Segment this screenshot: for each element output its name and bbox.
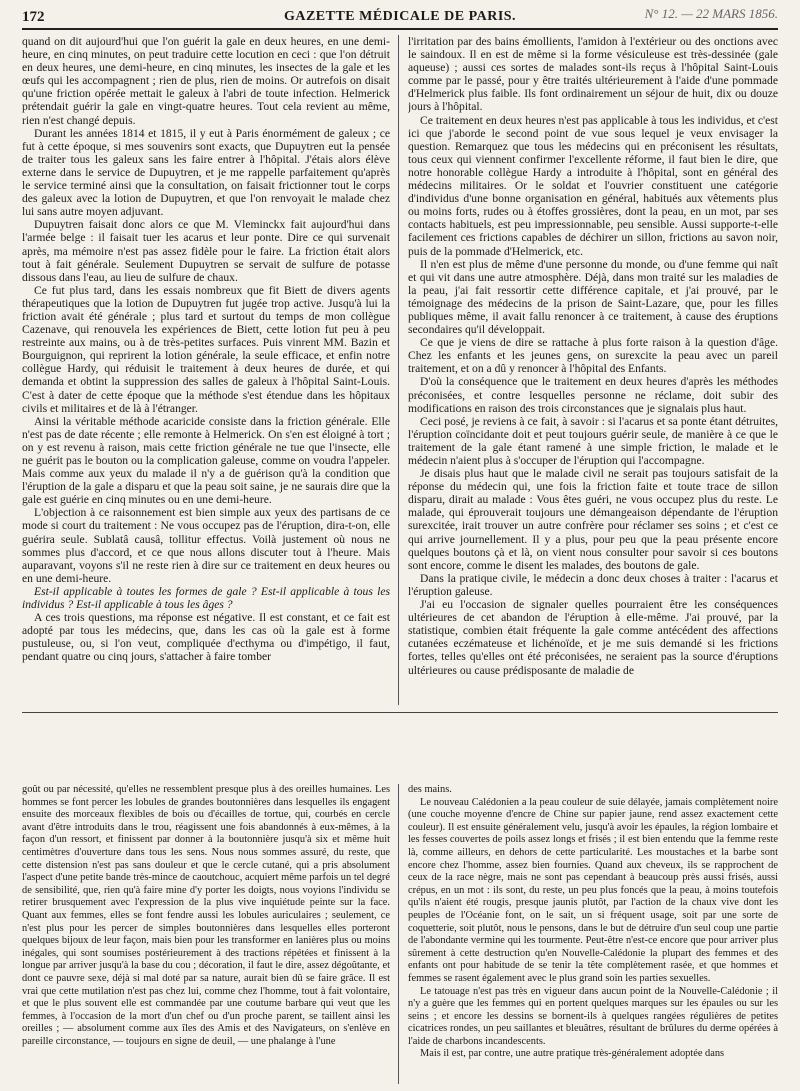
- paragraph: Durant les années 1814 et 1815, il y eut à Paris énormément de galeux ; ce fut à cette époque, si mes souvenirs sont exacts, que Dupuytren eut la pensée de traiter tous les galeux sans les faire entrer à l'hôpital. J'étais alors élève externe dans le service de Dupuytren, et je me rappelle parfaitement qu'après le service terminé ainsi que la consultation, on faisait frictionner tout le corps des galeux avec la lotion de Dupuytren, et que l'on renvoyait le malade chez lui sans autre moyen adjuvant.: [22, 126, 390, 219]
- paragraph: Dupuytren faisait donc alors ce que M. Vleminckx fait aujourd'hui dans l'armée belge : il faisait tuer les acarus et leur ponte. Dire ce qui survenait après, ma mémoire n'est pas assez fidèle pour le faire. La friction était alors tout à fait générale. Seulement Dupuytren se servait de sulfure de potasse dissous dans l'eau, au lieu de sulfure de chaux.: [22, 218, 390, 284]
- page-header: [22, 6, 778, 30]
- column-bottom-left: [22, 784, 390, 1085]
- paragraph: quand on dit aujourd'hui que l'on guérit la gale en deux heures, en une demi-heure, en cinq minutes, on peut traduire cette locution en ceci : que l'on détruit en deux heures, une demi-heure, en cinq minutes, les insectes de la gale et les œufs qui les accompagnent ; rien de plus, rien de moins. Or autrefois on disait qu'une friction opérée mettait le galeux à l'abri de toute infection. Helmerick prétendait guérir la gale en vingt-quatre heures. Tout cela revient au même, rien n'est changé depuis.: [22, 35, 390, 127]
- column-bottom-right: [408, 784, 778, 1085]
- page-number: 172: [22, 9, 45, 25]
- paragraph: Mais il est, par contre, une autre pratique très-généralement adoptée dans: [420, 1048, 725, 1060]
- library-stamp: N° 12. — 22 MARS 1856.: [644, 6, 778, 21]
- paragraph: Dans la pratique civile, le médecin a donc deux choses à traiter : l'acarus et l'éruption galeuse.: [408, 571, 778, 598]
- paragraph: Le tatouage n'est pas très en vigueur dans aucun point de la Nouvelle-Calédonie ; il n'y a guère que les femmes qui en portent quelques marques sur les épaules ou sur les seins ; et encore les dessins se bornent-ils à quelques rangées régulières de petites cicatrices rondes, un peu saillantes et bleuâtres, résultant de brûlures du derme opérées à l'aide de charbons incandescents.: [408, 985, 778, 1047]
- paragraph: goût ou par nécessité, qu'elles ne ressemblent presque plus à des oreilles humaines. Les hommes se font percer les lobules de grandes boutonnières dans lesquelles ils engagent ensuite des morceaux flexibles de bois ou d'écailles de tortue, qui, courbés en cercle avant d'être introduits dans le trou, réagissent une fois abandonnés à eux-mêmes, à la façon d'un ressort, et finissent par donner à la boutonnière jusqu'à six et même huit centimètres d'ouverture dans tous les sens. Nous nous sommes assuré, du reste, que cette distension n'est pas sans douleur et que le cercle cutané, qui a pris absolument l'aspect d'une petite bande très-mince de caoutchouc, acquiert même parfois un tel degré de sensibilité, que, rien qu'à faire mine d'y porter les doigts, nous voyions l'individu se retirer brusquement avec l'expression de la plus vive inquiétude peinte sur la face. Quant aux femmes, elles se font fendre aussi les lobules auriculaires ; seulement, ce n'est plus pour les percer de simples boutonnières dans lesquelles elles porteront quelques bijoux de leur façon, mais bien pour les transformer en lanières plus ou moins inégales, qui sont soumises postérieurement à des tractions répétées et finissent à la longue par arriver jusqu'à la base du cou ; décoration, il faut le dire, assez dégoûtante, et dont ce pauvre sexe, déjà si mal doté par sa nature, aurait bien dû se faire grâce. Il est vrai que cette mutilation n'est pas chez lui, comme chez l'homme, tout à fait volontaire, et que le plus souvent elle est commandée par une coutume barbare qui veut que les femmes, à l'occasion de la mort d'un chef ou d'un proche parent, se taillent ainsi les oreilles ; — absolument comme aux îles des Amis et des Navigateurs, on s'enlève en pareille circonstance, — toujours en signe de deuil, — une phalange à l'une: [22, 784, 390, 1047]
- column-divider: [398, 784, 399, 1084]
- paragraph: Le nouveau Calédonien a la peau couleur de suie délayée, jamais complètement noire (une couche moyenne d'encre de Chine sur papier jaune, rend assez exactement cette couleur). Il est ensuite généralement velu, jusqu'à avoir les épaules, la région lombaire et les fesses couvertes de poils assez longs et frisés ; il est bien entendu que la femme reste là, comme ailleurs, en dehors de cette particularité. Les moustaches et la barbe sont encore chez l'homme, assez bien fournies. Quand aux cheveux, ils se rapprochent de ceux de la race nègre, mais ne sont pas cependant à beaucoup près aussi frisés, aussi crépus, en un mot : ils sont, du reste, un peu plus foncés que la peau, à moins toutefois qu'ils n'aient été rougis, presque jaunis plutôt, par l'action de la chaux vive dont les peuples de l'Océanie font, on le sait, un si fréquent usage, soit par une sorte de coquetterie, soit plutôt, nous le pensons, dans le but de détruire d'un seul coup une partie de l'abondante vermine qui les tourmente. Peut-être n'est-ce encore que pour arriver plus sûrement à cette destruction qu'en Nouvelle-Calédonie la plupart des femmes et des enfants ont pour habitude de se tenir la tête complètement rasée, et que hommes et femmes se rasent également avec le plus grand soin les parties sexuelles.: [408, 796, 778, 984]
- paragraph: Ce traitement en deux heures n'est pas applicable à tous les individus, et c'est ici que j'aborde le second point de vue sous lequel je veux envisager la question. Remarquez que tous les médecins qui en préconisent les résultats, tous ceux qui viennent confirmer l'excellente réforme, il faut bien le dire, que notre honorable collègue Hardy a introduite à l'hôpital, sont en général des médecins militaires. Or le soldat et l'ouvrier constituent une catégorie d'individus d'une bonne organisation en général, habitués aux vêtements plus ou moins forts, rudes ou à étoffes grossières, dont la peau, en un mot, par ses contacts habituels, est peu impressionnable, peu sensible. Aussi supporte-t-elle facilement ces frictions capables de déchirer un sillon, frictions au savon noir, puis de la pommade d'Helmerick, etc.: [408, 113, 778, 258]
- column-top-right: [408, 35, 778, 704]
- paragraph: Ceci posé, je reviens à ce fait, à savoir : si l'acarus et sa ponte étant détruites, l'éruption coïncidante doit et peut toujours guérir seule, de manière à ce que le traitement de la gale étant ramené à une simple friction, le malade et le médecin n'aient plus à s'occuper de l'éruption qui l'accompagne.: [408, 414, 778, 467]
- paragraph: Ainsi la véritable méthode acaricide consiste dans la friction générale. Elle n'est pas de date récente ; elle remonte à Helmerick. On s'en est éloigné à tort ; on y est revenu à raison, mais cette friction générale ne tue que l'insecte, elle ne guérit pas le bouton ou la complication galeuse, comme on voudra l'appeler. Mais comme aux yeux du malade il n'y a de guérison qu'à la condition que l'éruption de la gale a disparu et que la peau soit saine, je ne saurais dire que la gale est guérie en cinq minutes ou en une demi-heure.: [22, 414, 390, 507]
- paragraph: J'ai eu l'occasion de signaler quelles pourraient être les conséquences ultérieures de cet abandon de l'éruption à elle-même. J'ai prouvé, par la statistique, combien était fréquente la gale comme antécédent des affections cutanées eczémateuse et lichénoïde, et je me suis demandé si les frictions fortes, telles qu'elles ont été préconisées, ne seraient pas la source d'éruptions ultérieures ou cause prédisposante de maladie de: [408, 598, 778, 677]
- column-top-left: [22, 35, 390, 704]
- paragraph: des mains.: [408, 784, 452, 795]
- paragraph: Ce que je viens de dire se rattache à plus forte raison à la question d'âge. Chez les enfants et les jeunes gens, on surexcite la peau avec un pareil traitement, et on a dû y renoncer à l'hôpital des Enfants.: [408, 336, 778, 376]
- paragraph: D'où la conséquence que le traitement en deux heures d'après les méthodes préconisées, et contre lesquelles personne ne réclame, doit subir des modifications en raison des trois circonstances que je signalais plus haut.: [408, 375, 778, 415]
- section-question: Est-il applicable à toutes les formes de gale ? Est-il applicable à tous les individus ? Est-il applicable à tous les âges ?: [22, 584, 390, 612]
- paragraph: Ce fut plus tard, dans les essais nombreux que fit Biett de divers agents thérapeutiques que la lotion de Dupuytren fut jugée trop active. Jusqu'à lui la friction avait été générale ; plus tard et surtout du temps de mon collègue Cazenave, qui renouvela les expériences de Biett, cette lotion fut peu à peu restreinte aux mains, ou à de très-petites surfaces. Puis vinrent MM. Bazin et Bourguignon, qui reprirent la lotion générale, la seule efficace, et enfin notre collègue Hardy, qui réduisit le traitement à deux heures de durée, et qui demanda et obtint la suppression des salles de galeux à l'hôpital Saint-Louis. C'est à dater de cette époque que la méthode s'est étendue dans les hôpitaux civils et militaires et de là à l'étranger.: [22, 283, 390, 415]
- paragraph: Il n'en est plus de même d'une personne du monde, ou d'une femme qui naît et qui vit dans une autre atmosphère. Déjà, dans mon traité sur les maladies de la peau, j'ai fait ressortir cette différence capitale, et j'ai prouvé, par le témoignage des médecins de la prison de Saint-Lazare, que, pour les filles publiques même, il avait fallu renoncer à ce traitement, à cause des éruptions secondaires qu'il développait.: [408, 257, 778, 337]
- gazette-title: GAZETTE MÉDICALE DE PARIS.: [283, 9, 517, 24]
- column-divider: [398, 35, 399, 705]
- section-separator: [22, 712, 778, 713]
- paragraph: Je disais plus haut que le malade civil ne serait pas toujours satisfait de la réponse du médecin qui, une fois la friction faite et toute trace de sillon disparu, dirait au malade : Vous êtes guéri, ne vous occupez plus du reste. Le malade, qui éprouverait toujours une démangeaison dépendante de l'éruption surexcitée, irait trouver un autre confrère pour réclamer ses soins ; et c'est ce qui arrive journellement. Il y a plus, pour peu que la peau présente encore quelques boutons çà et là, on vient nous consulter pour savoir si ces boutons sont encore, comme le disent les malades, des boutons de gale.: [408, 467, 778, 572]
- paragraph: l'irritation par des bains émollients, l'amidon à l'extérieur ou des onctions avec le saindoux. Il en est de même si la forme vésiculeuse est très-dessinée (gale aqueuse) ; aussi ces sortes de malades sont-ils reçus à l'hôpital Saint-Louis comme par le passé, pour y être traités ultérieurement à l'aide d'une pommade d'Helmerick plus faible. Ils font ordinairement un séjour de huit, dix ou douze jours à l'hôpital.: [408, 35, 778, 114]
- paragraph: L'objection à ce raisonnement est bien simple aux yeux des partisans de ce mode si court du traitement : Ne vous occupez pas de l'éruption, dira-t-on, elle guérira seule. Sublatâ causâ, tollitur effectus. Voilà justement où nous ne sommes plus d'accord, et ce que nous allons discuter tout à l'heure. Mais auparavant, voyons s'il ne reste rien à dire sur ce traitement en deux heures ou en une demi-heure.: [22, 506, 390, 585]
- paragraph: A ces trois questions, ma réponse est négative. Il est constant, et ce fait est adopté par tous les médecins, que, dans les cas où la gale est à forme pustuleuse, ou, si l'on veut, compliquée d'ecthyma ou d'impétigo, il faut, pendant quatre ou cinq jours, s'attacher à faire tomber: [22, 611, 390, 664]
